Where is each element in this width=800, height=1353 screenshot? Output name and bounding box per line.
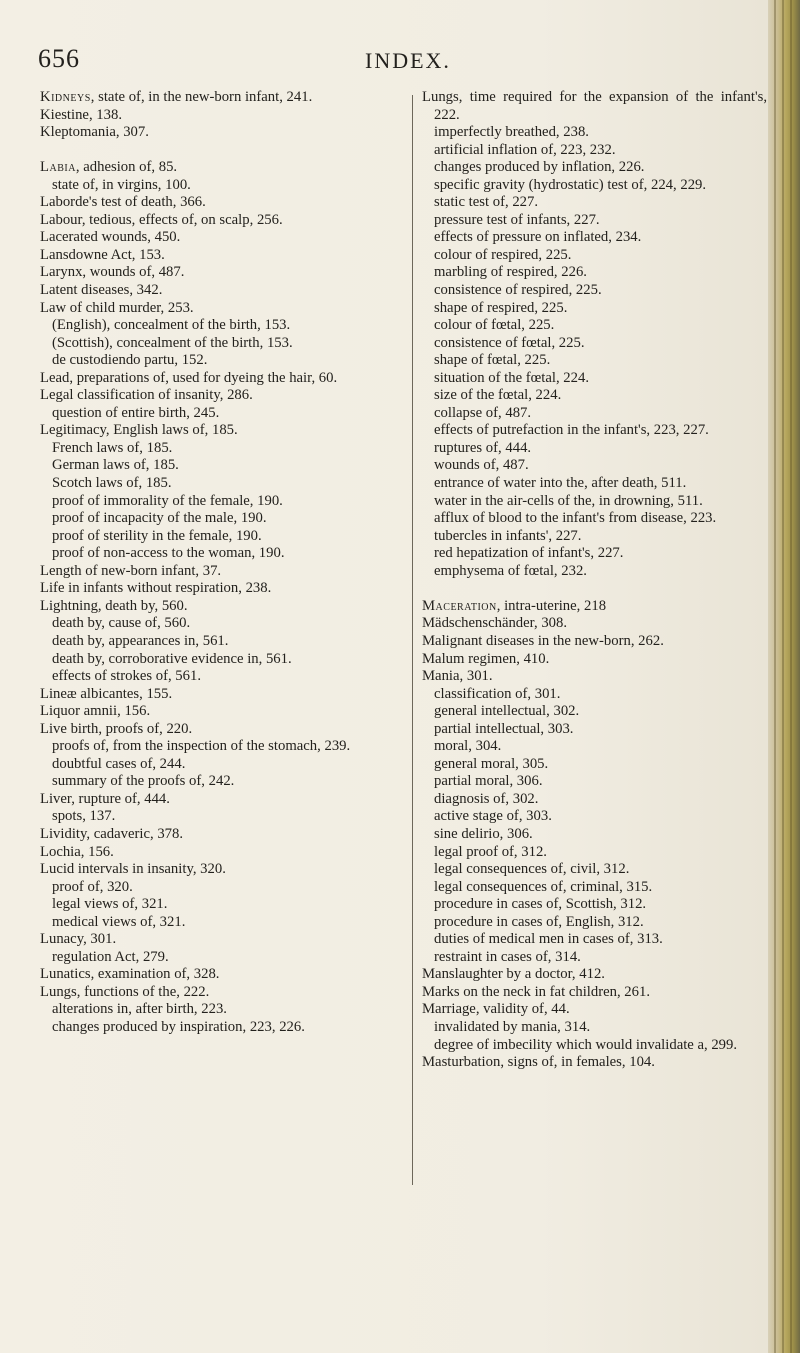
index-subentry: (Scottish), concealment of the birth, 153. bbox=[52, 334, 293, 351]
index-subentry: restraint in cases of, 314. bbox=[434, 948, 581, 965]
index-entry: Malum regimen, 410. bbox=[422, 650, 550, 667]
index-subentry: general intellectual, 302. bbox=[434, 703, 580, 720]
index-subentry: death by, cause of, 560. bbox=[52, 615, 191, 632]
index-subentry: question of entire birth, 245. bbox=[52, 404, 220, 421]
index-subentry: colour of fœtal, 225. bbox=[434, 317, 555, 334]
index-subentry: proof of sterility in the female, 190. bbox=[52, 527, 262, 544]
index-subentry: procedure in cases of, Scottish, 312. bbox=[434, 896, 647, 913]
index-entry: Live birth, proofs of, 220. bbox=[40, 720, 193, 737]
index-subentry: legal views of, 321. bbox=[52, 896, 168, 913]
index-subentry: French laws of, 185. bbox=[52, 439, 173, 456]
index-entry: Latent diseases, 342. bbox=[40, 282, 163, 299]
index-subentry: sine delirio, 306. bbox=[434, 825, 533, 842]
index-subentry: legal consequences of, criminal, 315. bbox=[434, 878, 653, 895]
index-column-right bbox=[422, 89, 767, 1072]
index-entry: Lochia, 156. bbox=[40, 843, 114, 860]
index-entry: Liver, rupture of, 444. bbox=[40, 790, 170, 807]
index-subentry: partial moral, 306. bbox=[434, 773, 543, 790]
index-subentry: size of the fœtal, 224. bbox=[434, 387, 562, 404]
index-subentry: shape of fœtal, 225. bbox=[434, 352, 551, 369]
index-entry: Law of child murder, 253. bbox=[40, 299, 194, 316]
index-subentry: red hepatization of infant's, 227. bbox=[434, 545, 624, 562]
index-subentry: doubtful cases of, 244. bbox=[52, 755, 186, 772]
index-subentry: German laws of, 185. bbox=[52, 457, 179, 474]
index-subentry: effects of pressure on inflated, 234. bbox=[434, 229, 642, 246]
index-subentry: ruptures of, 444. bbox=[434, 439, 532, 456]
index-subentry: changes produced by inflation, 226. bbox=[434, 159, 645, 176]
index-entry: Maceration, intra-uterine, 218 bbox=[422, 597, 607, 614]
index-subentry: proof of, 320. bbox=[52, 878, 133, 895]
index-entry: Lungs, time required for the expansion of the infant's, 222. bbox=[422, 89, 767, 123]
index-subentry: invalidated by mania, 314. bbox=[434, 1018, 591, 1035]
index-subentry: Scotch laws of, 185. bbox=[52, 475, 172, 492]
index-subentry: consistence of fœtal, 225. bbox=[434, 334, 585, 351]
index-subentry: collapse of, 487. bbox=[434, 404, 532, 421]
index-subentry: changes produced by inspiration, 223, 226. bbox=[52, 1018, 305, 1035]
index-entry: Lansdowne Act, 153. bbox=[40, 246, 165, 263]
index-entry: Length of new-born infant, 37. bbox=[40, 562, 222, 579]
index-entry: Mania, 301. bbox=[422, 668, 493, 685]
page-edge-shadow bbox=[768, 0, 800, 1353]
index-column-left bbox=[40, 89, 405, 1037]
index-subentry: death by, corroborative evidence in, 561. bbox=[52, 650, 292, 667]
index-subentry: imperfectly breathed, 238. bbox=[434, 124, 589, 141]
index-subentry: entrance of water into the, after death, 511. bbox=[434, 475, 687, 492]
index-subentry: specific gravity (hydrostatic) test of, 224, 229. bbox=[434, 176, 707, 193]
index-subentry: artificial inflation of, 223, 232. bbox=[434, 141, 616, 158]
index-subentry: moral, 304. bbox=[434, 738, 502, 755]
index-entry: Laborde's test of death, 366. bbox=[40, 194, 206, 211]
index-subentry: (English), concealment of the birth, 153. bbox=[52, 317, 291, 334]
index-entry: Lungs, functions of the, 222. bbox=[40, 983, 210, 1000]
index-entry: Malignant diseases in the new-born, 262. bbox=[422, 632, 664, 649]
index-entry: Lucid intervals in insanity, 320. bbox=[40, 861, 226, 878]
index-subentry: wounds of, 487. bbox=[434, 457, 529, 474]
index-subentry: regulation Act, 279. bbox=[52, 948, 169, 965]
index-subentry: spots, 137. bbox=[52, 808, 116, 825]
running-head: INDEX. bbox=[365, 48, 451, 73]
index-subentry: active stage of, 303. bbox=[434, 808, 552, 825]
index-entry: Larynx, wounds of, 487. bbox=[40, 264, 185, 281]
index-subentry: effects of strokes of, 561. bbox=[52, 668, 202, 685]
index-subentry: pressure test of infants, 227. bbox=[434, 211, 600, 228]
column-divider bbox=[412, 95, 413, 1185]
index-subentry: proofs of, from the inspection of the stomach, 239. bbox=[52, 738, 351, 755]
index-subentry: shape of respired, 225. bbox=[434, 299, 568, 316]
index-entry: Masturbation, signs of, in females, 104. bbox=[422, 1054, 655, 1071]
index-entry: Lacerated wounds, 450. bbox=[40, 229, 181, 246]
index-subentry: proof of non-access to the woman, 190. bbox=[52, 545, 285, 562]
index-subentry: legal consequences of, civil, 312. bbox=[434, 861, 630, 878]
index-subentry: afflux of blood to the infant's from disease, 223. bbox=[434, 510, 717, 527]
index-subentry: legal proof of, 312. bbox=[434, 843, 547, 860]
index-entry: Legal classification of insanity, 286. bbox=[40, 387, 253, 404]
index-subentry: marbling of respired, 226. bbox=[434, 264, 587, 281]
index-entry: Lead, preparations of, used for dyeing the hair, 60. bbox=[40, 369, 338, 386]
index-subentry: alterations in, after birth, 223. bbox=[52, 1001, 227, 1018]
index-subentry: duties of medical men in cases of, 313. bbox=[434, 931, 663, 948]
index-entry: Marks on the neck in fat children, 261. bbox=[422, 983, 651, 1000]
index-subentry: death by, appearances in, 561. bbox=[52, 632, 229, 649]
index-subentry: emphysema of fœtal, 232. bbox=[434, 562, 587, 579]
index-subentry: proof of immorality of the female, 190. bbox=[52, 492, 283, 509]
index-entry: Life in infants without respiration, 238. bbox=[40, 580, 272, 597]
index-entry: Marriage, validity of, 44. bbox=[422, 1001, 570, 1018]
index-subentry: summary of the proofs of, 242. bbox=[52, 773, 235, 790]
index-subentry: effects of putrefaction in the infant's, 223, 227. bbox=[434, 422, 709, 439]
index-entry: Mädschenschänder, 308. bbox=[422, 615, 568, 632]
index-entry: Liquor amnii, 156. bbox=[40, 703, 151, 720]
index-entry: Labia, adhesion of, 85. bbox=[40, 159, 178, 176]
index-subentry: consistence of respired, 225. bbox=[434, 282, 602, 299]
index-subentry: situation of the fœtal, 224. bbox=[434, 369, 590, 386]
index-subentry: procedure in cases of, English, 312. bbox=[434, 913, 644, 930]
index-entry: Kidneys, state of, in the new-born infant, 241. bbox=[40, 89, 313, 105]
index-subentry: tubercles in infants', 227. bbox=[434, 527, 582, 544]
index-entry: Manslaughter by a doctor, 412. bbox=[422, 966, 605, 983]
index-subentry: general moral, 305. bbox=[434, 755, 549, 772]
index-subentry: de custodiendo partu, 152. bbox=[52, 352, 208, 369]
index-entry: Lividity, cadaveric, 378. bbox=[40, 825, 184, 842]
index-subentry: proof of incapacity of the male, 190. bbox=[52, 510, 267, 527]
index-subentry: water in the air-cells of the, in drowning, 511. bbox=[434, 492, 703, 509]
index-subentry: degree of imbecility which would invalidate a, 299. bbox=[434, 1036, 738, 1053]
index-subentry: partial intellectual, 303. bbox=[434, 720, 574, 737]
index-subentry: diagnosis of, 302. bbox=[434, 790, 539, 807]
index-entry: Lunatics, examination of, 328. bbox=[40, 966, 220, 983]
index-subentry: classification of, 301. bbox=[434, 685, 561, 702]
page-number: 656 bbox=[38, 44, 80, 73]
index-subentry: medical views of, 321. bbox=[52, 913, 186, 930]
index-entry: Labour, tedious, effects of, on scalp, 256. bbox=[40, 211, 283, 228]
index-entry: Lightning, death by, 560. bbox=[40, 597, 188, 614]
index-entry: Lineæ albicantes, 155. bbox=[40, 685, 173, 702]
index-subentry: state of, in virgins, 100. bbox=[52, 176, 191, 193]
index-subentry: colour of respired, 225. bbox=[434, 246, 572, 263]
index-entry: Kleptomania, 307. bbox=[40, 124, 149, 141]
index-entry: Kiestine, 138. bbox=[40, 106, 122, 123]
index-subentry: static test of, 227. bbox=[434, 194, 539, 211]
index-entry: Legitimacy, English laws of, 185. bbox=[40, 422, 238, 439]
index-entry: Lunacy, 301. bbox=[40, 931, 117, 948]
